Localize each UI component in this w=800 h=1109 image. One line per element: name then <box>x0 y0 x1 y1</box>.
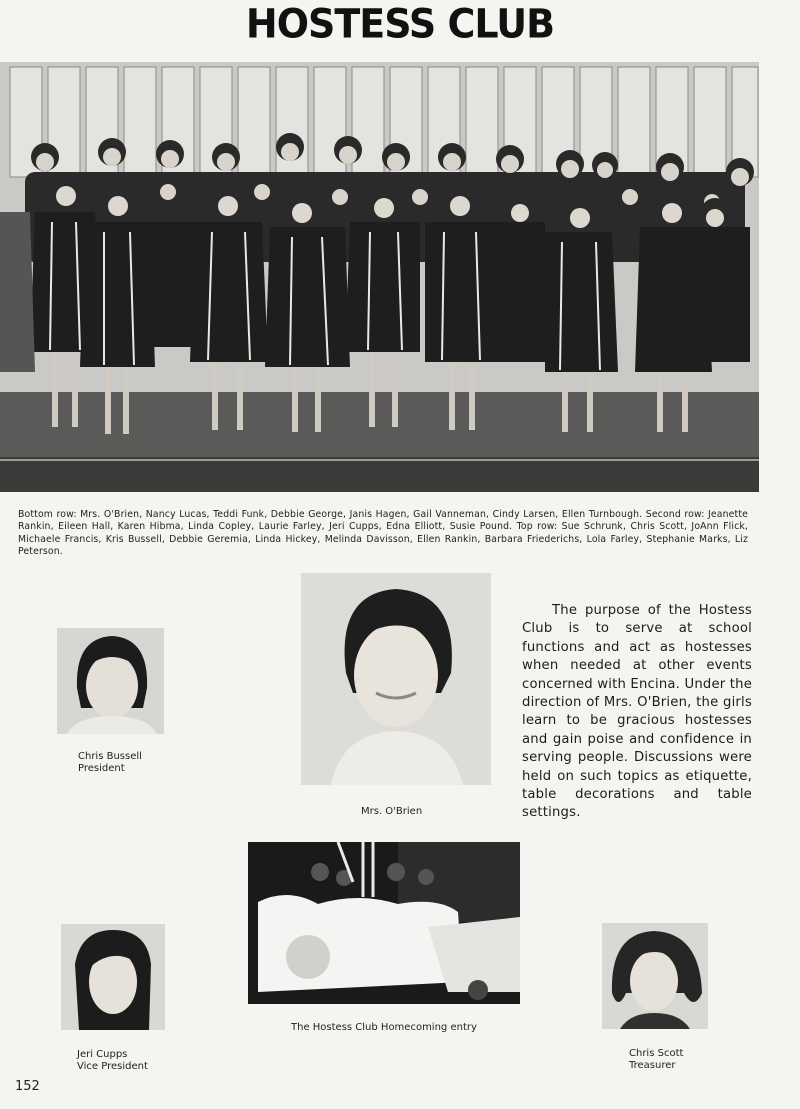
name: Mrs. O'Brien <box>361 806 423 817</box>
role: Treasurer <box>629 1060 676 1071</box>
role: Vice President <box>77 1061 148 1072</box>
caption-jeri-cupps <box>77 1049 148 1073</box>
homecoming-caption: The Hostess Club Homecoming entry <box>291 1022 477 1033</box>
group-photo <box>0 62 759 492</box>
portrait-chris-scott <box>602 923 708 1029</box>
homecoming-photo <box>248 842 520 1004</box>
role: President <box>78 763 125 774</box>
page-number: 152 <box>15 1079 40 1094</box>
name: Chris Bussell <box>78 751 142 762</box>
page-title: HOSTESS CLUB <box>245 0 555 48</box>
caption-chris-scott <box>629 1048 683 1072</box>
caption-mrs-obrien <box>361 806 422 818</box>
name: Jeri Cupps <box>77 1049 128 1060</box>
portrait-jeri-cupps <box>61 924 165 1030</box>
article-text: The purpose of the Hostess Club is to serve at school functions and act as hostesses when needed at other events concerned with Encina. Under the direction of Mrs. O'Brien, the girls learn to be gracious hostesses and gain poise and confidence in serving people. Discussions were held on such topics as etiquette, table decorations and table settings. <box>522 603 753 821</box>
portrait-mrs-obrien <box>301 573 491 785</box>
group-photo-caption: Bottom row: Mrs. O'Brien, Nancy Lucas, Teddi Funk, Debbie George, Janis Hagen, Gail Vanneman, Cindy Larsen, Ellen Turnbough. Second row: Jeanette Rankin, Eileen Hall, Karen Hibma, Linda Copley, Laurie Farley, Jeri Cupps, Edna Elliott, Susie Pound. Top row: Sue Schrunk, Chris Scott, JoAnn Flick, Michaele Francis, Kris Bussell, Debbie Geremia, Linda Hickey, Melinda Davisson, Ellen Rankin, Barbara Friederichs, Lola Farley, Stephanie Marks, Liz Peterson. <box>18 509 748 557</box>
name: Chris Scott <box>629 1048 684 1059</box>
portrait-chris-bussell <box>57 628 164 734</box>
caption-chris-bussell <box>78 751 142 775</box>
